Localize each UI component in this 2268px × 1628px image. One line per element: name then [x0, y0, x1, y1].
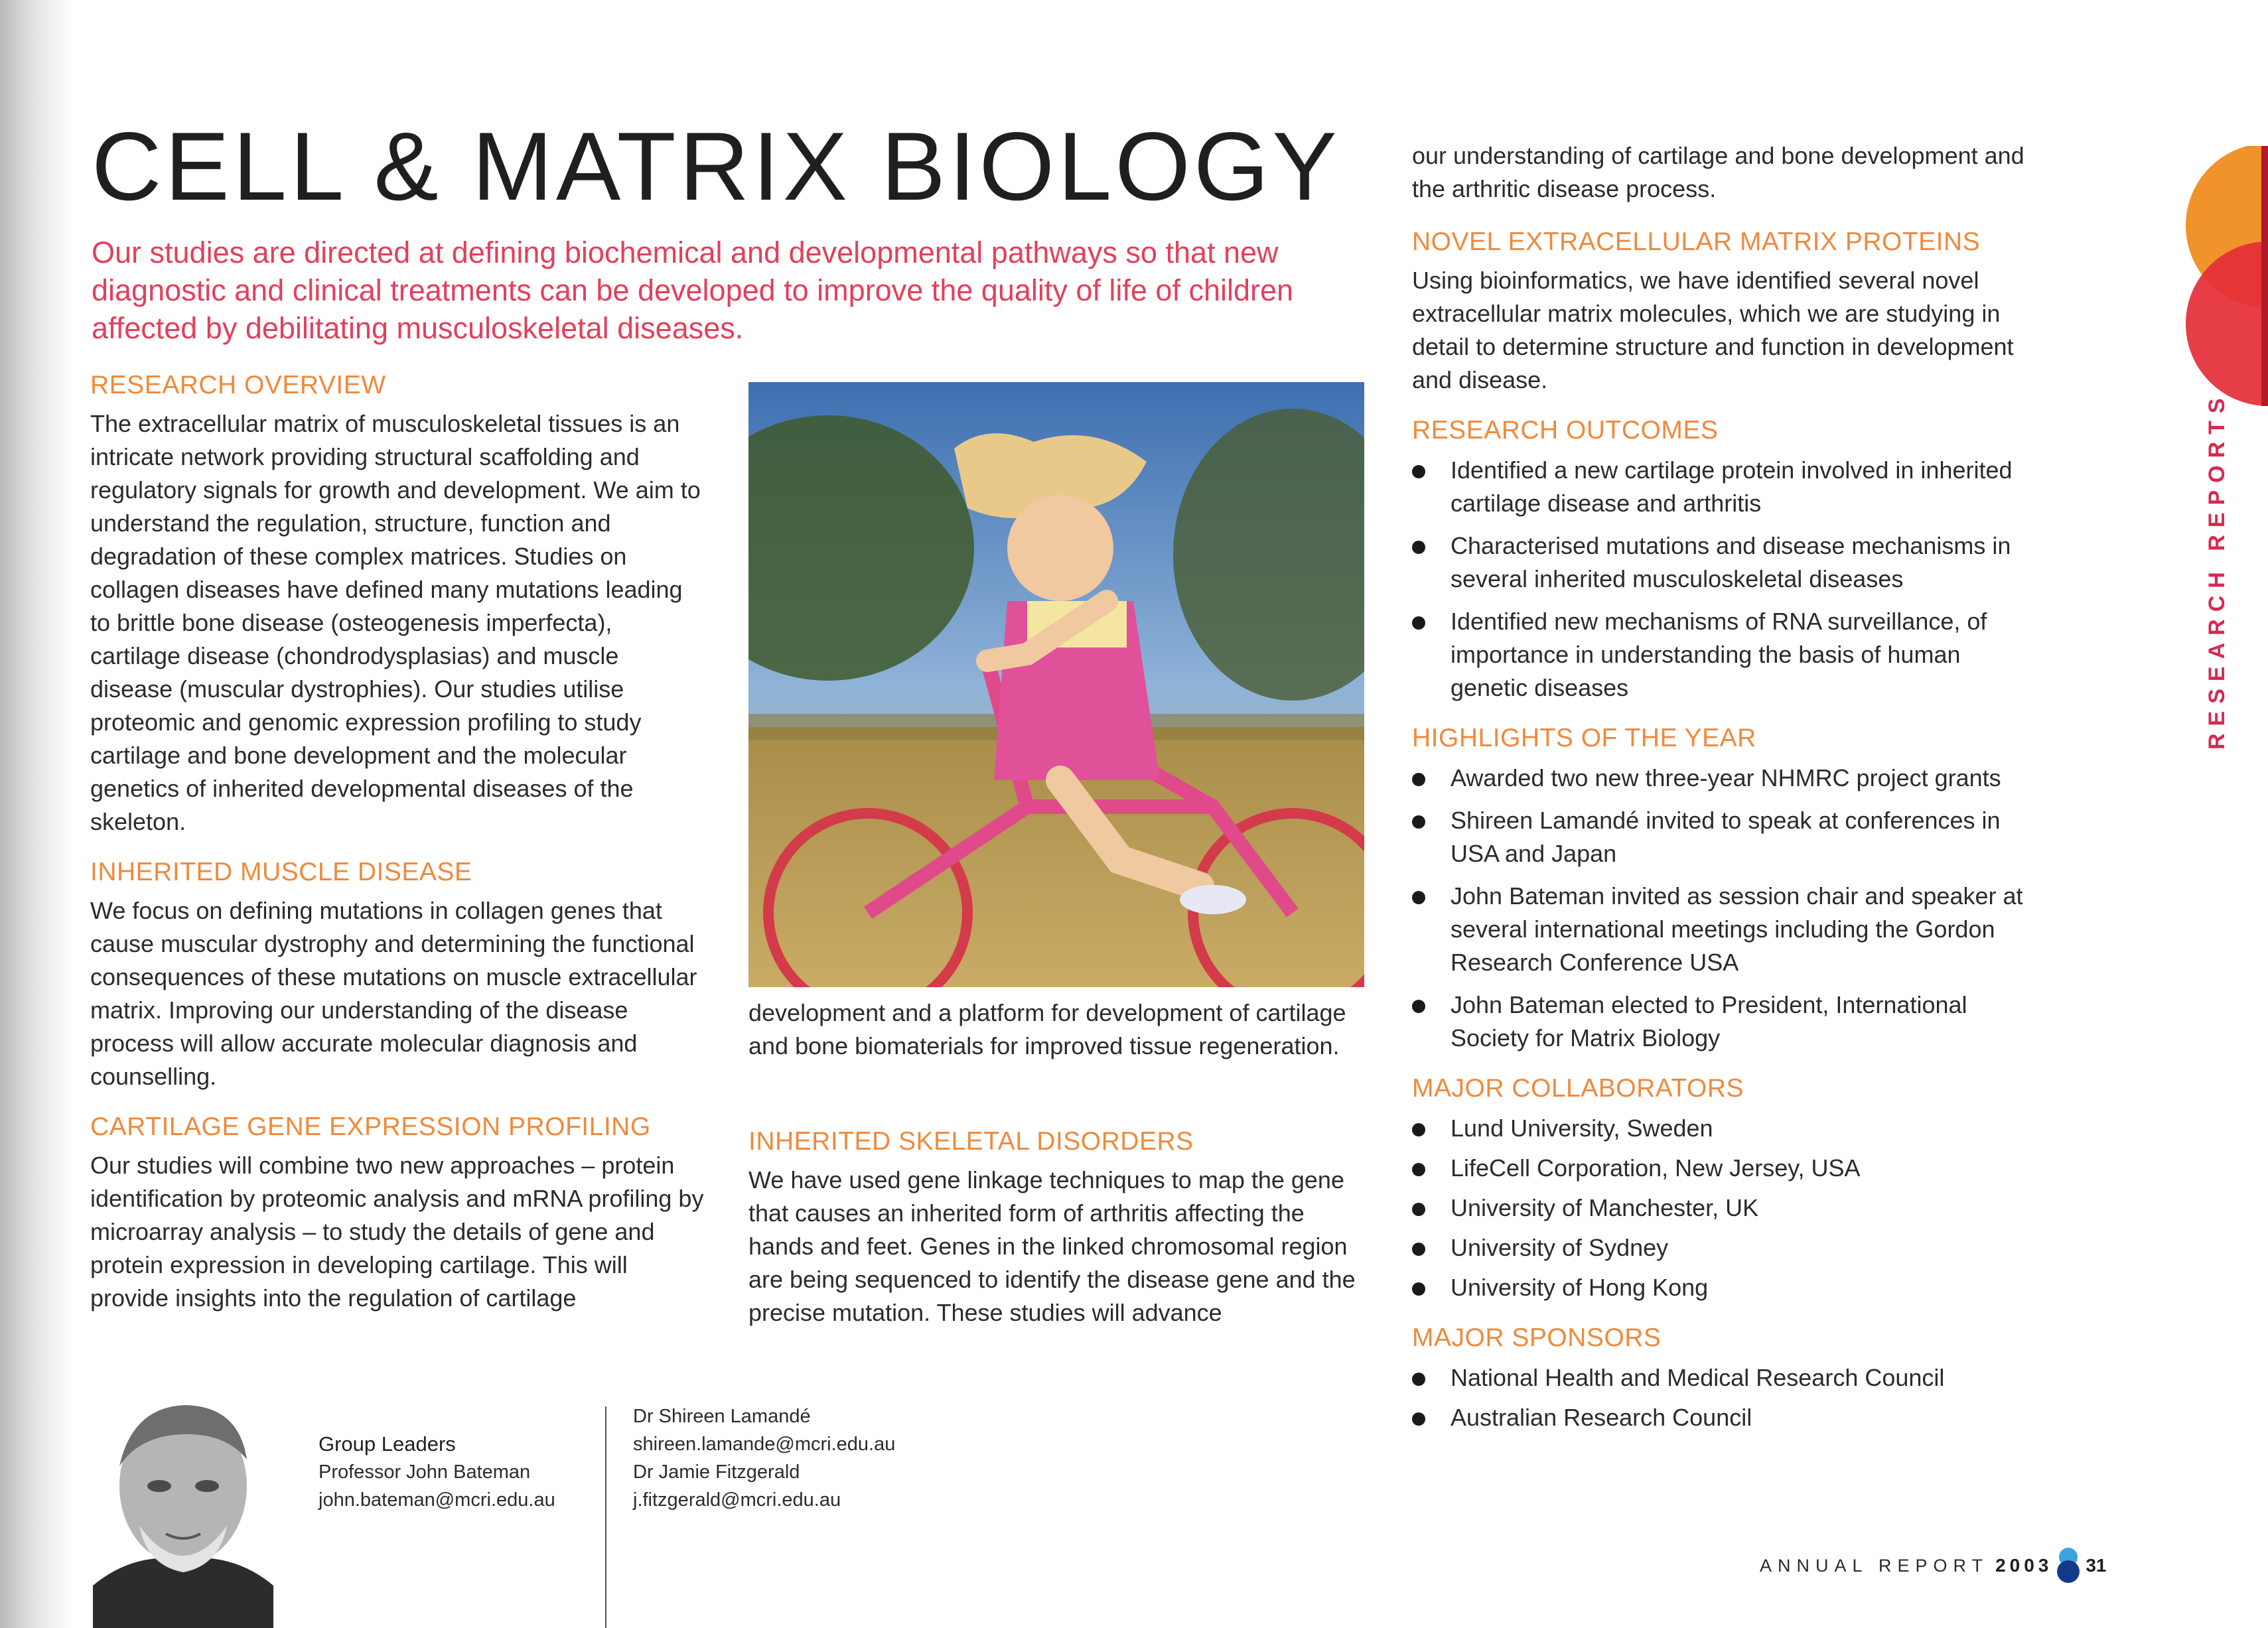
- leader-name: Dr Jamie Fitzgerald: [633, 1461, 800, 1483]
- collaborators-heading: MAJOR COLLABORATORS: [1412, 1074, 1744, 1103]
- research-overview-heading: RESEARCH OVERVIEW: [90, 371, 386, 399]
- sponsors-list: [1412, 1361, 2036, 1434]
- section-sponsors: [1412, 1322, 2036, 1434]
- group-leaders-divider: [605, 1406, 606, 1628]
- page-gutter-shadow: [0, 0, 73, 1628]
- list-item: University of Hong Kong: [1412, 1271, 2036, 1304]
- inherited-skeletal-heading: INHERITED SKELETAL DISORDERS: [748, 1127, 1194, 1156]
- list-item: Identified new mechanisms of RNA surveillance, of importance in understanding the basis of human genetic diseases: [1412, 605, 2036, 705]
- page-footer: [1760, 1551, 2107, 1580]
- girl-on-bicycle-photo: [748, 382, 1364, 987]
- outcomes-heading: RESEARCH OUTCOMES: [1412, 416, 1719, 444]
- sponsors-heading: MAJOR SPONSORS: [1412, 1323, 1662, 1352]
- section-cartilage-profiling: [90, 1111, 707, 1315]
- cartilage-profiling-body: Our studies will combine two new approaches – protein identification by proteomic analysis and mRNA profiling by microarray analysis – to study the details of gene and protein expression in developing cartilage. This will provide insights into the regulation of cartilage: [90, 1152, 704, 1312]
- group-leaders-block-1: [319, 1430, 555, 1514]
- section-collaborators: [1412, 1072, 2036, 1304]
- list-item: John Bateman invited as session chair and speaker at several international meetings including the Gordon Research Conference USA: [1412, 880, 2036, 979]
- intro-paragraph: Our studies are directed at defining biochemical and developmental pathways so that new diagnostic and clinical treatments can be developed to improve the quality of life of children affected by debilitating musculoskeletal diseases.: [92, 236, 1294, 345]
- list-item: Australian Research Council: [1412, 1401, 2036, 1434]
- novel-ecm-body: Using bioinformatics, we have identified several novel extracellular matrix molecules, which we are studying in detail to determine structure and function in development and disease.: [1412, 267, 2014, 393]
- page-number: 31: [2086, 1555, 2107, 1576]
- inherited-skeletal-continued: our understanding of cartilage and bone development and the arthritic disease process.: [1412, 142, 2024, 202]
- footer-year: 2003: [1995, 1555, 2053, 1576]
- group-leaders-label: Group Leaders: [319, 1432, 456, 1456]
- highlights-heading: HIGHLIGHTS OF THE YEAR: [1412, 724, 1756, 752]
- section-inherited-muscle: [90, 856, 707, 1093]
- column-left: [90, 369, 707, 1332]
- leader-name: Professor John Bateman: [319, 1461, 531, 1483]
- leader-email[interactable]: j.fitzgerald@mcri.edu.au: [633, 1489, 841, 1511]
- group-leader-portrait: [93, 1387, 273, 1628]
- section-highlights: [1412, 722, 2036, 1055]
- section-outcomes: [1412, 414, 2036, 705]
- cartilage-profiling-heading: CARTILAGE GENE EXPRESSION PROFILING: [90, 1113, 651, 1141]
- section-research-overview: [90, 369, 707, 839]
- list-item: Shireen Lamandé invited to speak at conferences in USA and Japan: [1412, 804, 2036, 870]
- group-leaders-block-2: [633, 1402, 895, 1514]
- list-item: Identified a new cartilage protein involved in inherited cartilage disease and arthritis: [1412, 454, 2036, 520]
- list-item: Characterised mutations and disease mechanisms in several inherited musculoskeletal diseases: [1412, 529, 2036, 596]
- footer-blue-dots-icon: [2056, 1546, 2080, 1585]
- research-overview-body: The extracellular matrix of musculoskeletal tissues is an intricate network providing structural scaffolding and regulatory signals for growth and development. We aim to understand the regulation, structure, function and degradation of these complex matrices. Studies on collagen diseases have defined many mutations leading to brittle bone disease (osteogenesis imperfecta), cartilage disease (chondrodysplasias) and muscle disease (muscular dystrophies). Our studies utilise proteomic and genomic expression profiling to study cartilage and bone development and the molecular genetics of inherited developmental diseases of the skeleton.: [90, 410, 701, 835]
- list-item: University of Sydney: [1412, 1231, 2036, 1264]
- novel-ecm-heading: NOVEL EXTRACELLULAR MATRIX PROTEINS: [1412, 228, 1981, 256]
- footer-label: ANNUAL REPORT: [1760, 1555, 1989, 1576]
- side-tab-circles-icon: [2168, 146, 2268, 406]
- side-tab-label: RESEARCH REPORTS: [2204, 391, 2230, 750]
- section-novel-ecm: [1412, 226, 2036, 397]
- cartilage-profiling-continued: development and a platform for development of cartilage and bone biomaterials for improved tissue regeneration.: [748, 999, 1346, 1059]
- column-middle-upper: [748, 996, 1366, 1063]
- column-right: [1412, 139, 2036, 1452]
- list-item: Lund University, Sweden: [1412, 1112, 2036, 1145]
- outcomes-list: [1412, 454, 2036, 705]
- highlights-list: [1412, 762, 2036, 1055]
- leader-name: Dr Shireen Lamandé: [633, 1406, 811, 1427]
- leader-email[interactable]: john.bateman@mcri.edu.au: [319, 1489, 555, 1511]
- inherited-muscle-body: We focus on defining mutations in collagen genes that cause muscular dystrophy and determining the functional consequences of these mutations on muscle extracellular matrix. Improving our understanding of the disease process will allow accurate molecular diagnosis and counselling.: [90, 897, 697, 1090]
- leader-email[interactable]: shireen.lamande@mcri.edu.au: [633, 1434, 896, 1455]
- list-item: University of Manchester, UK: [1412, 1191, 2036, 1225]
- list-item: LifeCell Corporation, New Jersey, USA: [1412, 1152, 2036, 1185]
- inherited-muscle-heading: INHERITED MUSCLE DISEASE: [90, 858, 472, 886]
- collaborators-list: [1412, 1112, 2036, 1304]
- page-title: CELL & MATRIX BIOLOGY: [92, 112, 1340, 220]
- list-item: Awarded two new three-year NHMRC project grants: [1412, 762, 2036, 795]
- list-item: National Health and Medical Research Council: [1412, 1361, 2036, 1394]
- column-middle-lower: [748, 1125, 1366, 1329]
- list-item: John Bateman elected to President, International Society for Matrix Biology: [1412, 988, 2036, 1055]
- inherited-skeletal-body: We have used gene linkage techniques to map the gene that causes an inherited form of arthritis affecting the hands and feet. Genes in the linked chromosomal region are being sequenced to identify the disease gene and the precise mutation. These studies will advance: [748, 1166, 1356, 1326]
